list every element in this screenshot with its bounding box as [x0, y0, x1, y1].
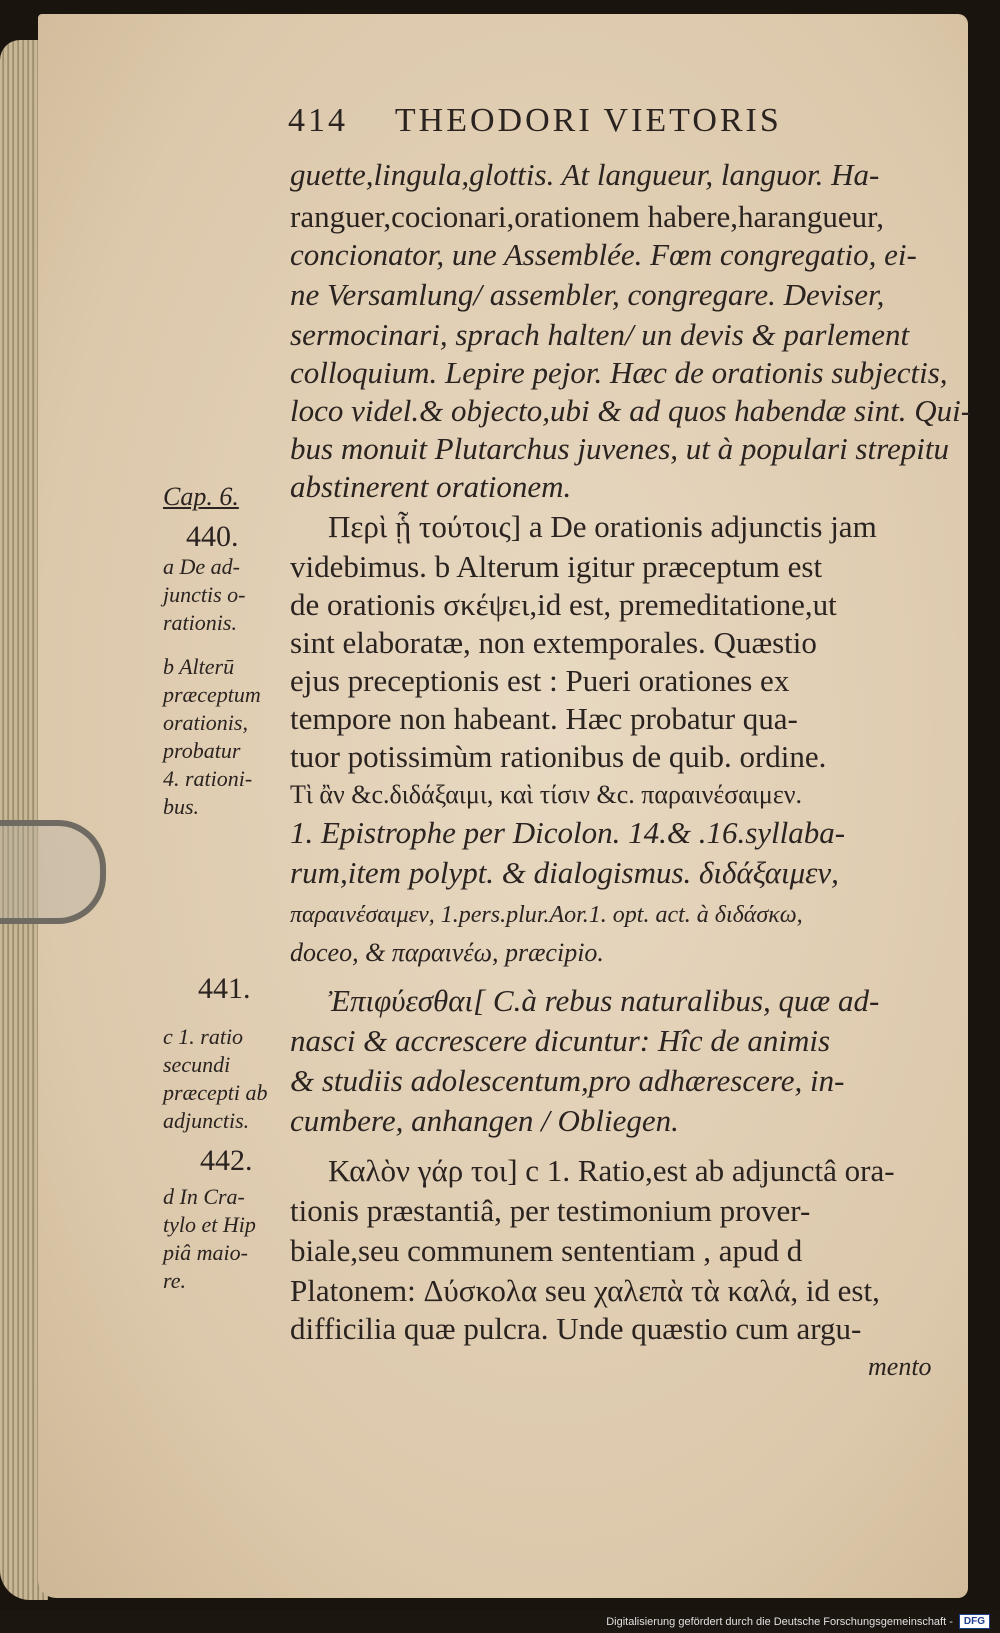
- section-number: 440.: [186, 520, 239, 553]
- margin-note: d In Cra-: [163, 1184, 245, 1209]
- running-title: THEODORI VIETORIS: [394, 102, 782, 139]
- paper-clip: [0, 820, 106, 924]
- text-line: abstinerent orationem.: [290, 469, 572, 504]
- book-page: [38, 14, 972, 1598]
- margin-note: c 1. ratio: [163, 1024, 244, 1049]
- margin-note: rationis.: [163, 610, 237, 635]
- text-line: Περὶ ᾗ τούτοις] a De orationis adjunctis jam: [328, 509, 877, 544]
- text-line: 1. Epistrophe per Dicolon. 14.& .16.syllaba-: [290, 815, 846, 850]
- text-line: tempore non habeant. Hæc probatur qua-: [290, 701, 798, 736]
- text-line: Platonem: Δύσκολα seu χαλεπὰ τὰ καλά, id est,: [290, 1273, 880, 1308]
- text-line: bus monuit Plutarchus juvenes, ut à populari strepitu: [290, 431, 950, 466]
- dfg-logo: DFG: [959, 1614, 990, 1629]
- margin-note: secundi: [163, 1052, 231, 1077]
- margin-note: præceptum: [163, 682, 261, 707]
- text-line: tuor potissimùm rationibus de quib. ordine.: [290, 739, 827, 774]
- text-line: & studiis adolescentum,pro adhærescere, in-: [290, 1063, 845, 1098]
- margin-note: orationis,: [163, 710, 248, 735]
- margin-note: probatur: [163, 738, 241, 763]
- page-header: [288, 102, 782, 140]
- text-line: Τὶ ἂν &c.διδάξαιμι, καὶ τίσιν &c. παραινέσαιμεν.: [290, 780, 803, 809]
- margin-note: a De ad-: [163, 554, 240, 579]
- text-line: Ἐπιφύεσθαι[ C.à rebus naturalibus, quæ ad-: [328, 983, 880, 1018]
- margin-note: piâ maio-: [163, 1240, 248, 1265]
- text-line: ne Versamlung/ assembler, congregare. Deviser,: [290, 277, 885, 312]
- text-line: sermocinari, sprach halten/ un devis & parlement: [290, 317, 910, 352]
- catchword: mento: [868, 1352, 932, 1381]
- margin-note: præcepti ab: [163, 1080, 268, 1105]
- margin-note: b Alterū: [163, 654, 235, 679]
- text-line: loco videl.& objecto,ubi & ad quos habendæ sint. Qui-: [290, 393, 972, 428]
- margin-note: junctis o-: [163, 582, 246, 607]
- credit-text: Digitalisierung gefördert durch die Deutsche Forschungsgemeinschaft -: [606, 1615, 953, 1628]
- text-line: ejus preceptionis est : Pueri orationes ex: [290, 663, 790, 698]
- text-line: videbimus. b Alterum igitur præceptum est: [290, 549, 823, 584]
- margin-note: tylo et Hip: [163, 1212, 256, 1237]
- text-line: rum,item polypt. & dialogismus. διδάξαιμεν,: [290, 855, 839, 890]
- margin-note: adjunctis.: [163, 1108, 250, 1133]
- digitization-credit: [606, 1614, 990, 1629]
- text-line: guette,lingula,glottis. At langueur, languor. Ha-: [290, 157, 880, 192]
- text-line: concionator, une Assemblée. Fœm congregatio, ei-: [290, 237, 917, 272]
- margin-note: 4. rationi-: [163, 766, 253, 791]
- chapter-note: Cap. 6.: [163, 482, 239, 511]
- text-line: tionis præstantiâ, per testimonium prover-: [290, 1193, 811, 1228]
- text-line: cumbere, anhangen / Obliegen.: [290, 1103, 679, 1138]
- section-number: 442.: [200, 1144, 253, 1177]
- text-line: colloquium. Lepire pejor. Hæc de orationis subjectis,: [290, 355, 948, 390]
- text-line: ranguer,cocionari,orationem habere,harangueur,: [290, 199, 884, 234]
- text-line: difficilia quæ pulcra. Unde quæstio cum argu-: [290, 1311, 862, 1346]
- text-line: sint elaboratæ, non extemporales. Quæstio: [290, 625, 817, 660]
- section-number: 441.: [198, 972, 251, 1005]
- text-line: de orationis σκέψει,id est, premeditatione,ut: [290, 587, 837, 622]
- margin-note: bus.: [163, 794, 200, 819]
- text-line: doceo, & παραινέω, præcipio.: [290, 938, 604, 967]
- margin-note: re.: [163, 1268, 187, 1293]
- text-line: Καλὸν γάρ τοι] c 1. Ratio,est ab adjunctâ ora-: [328, 1153, 895, 1188]
- text-line: nasci & accrescere dicuntur: Hîc de animis: [290, 1023, 831, 1058]
- page-number: 414: [288, 102, 348, 139]
- text-line: παραινέσαιμεν, 1.pers.plur.Aor.1. opt. act. à διδάσκω,: [290, 902, 803, 928]
- text-line: biale,seu communem sententiam , apud d: [290, 1233, 803, 1268]
